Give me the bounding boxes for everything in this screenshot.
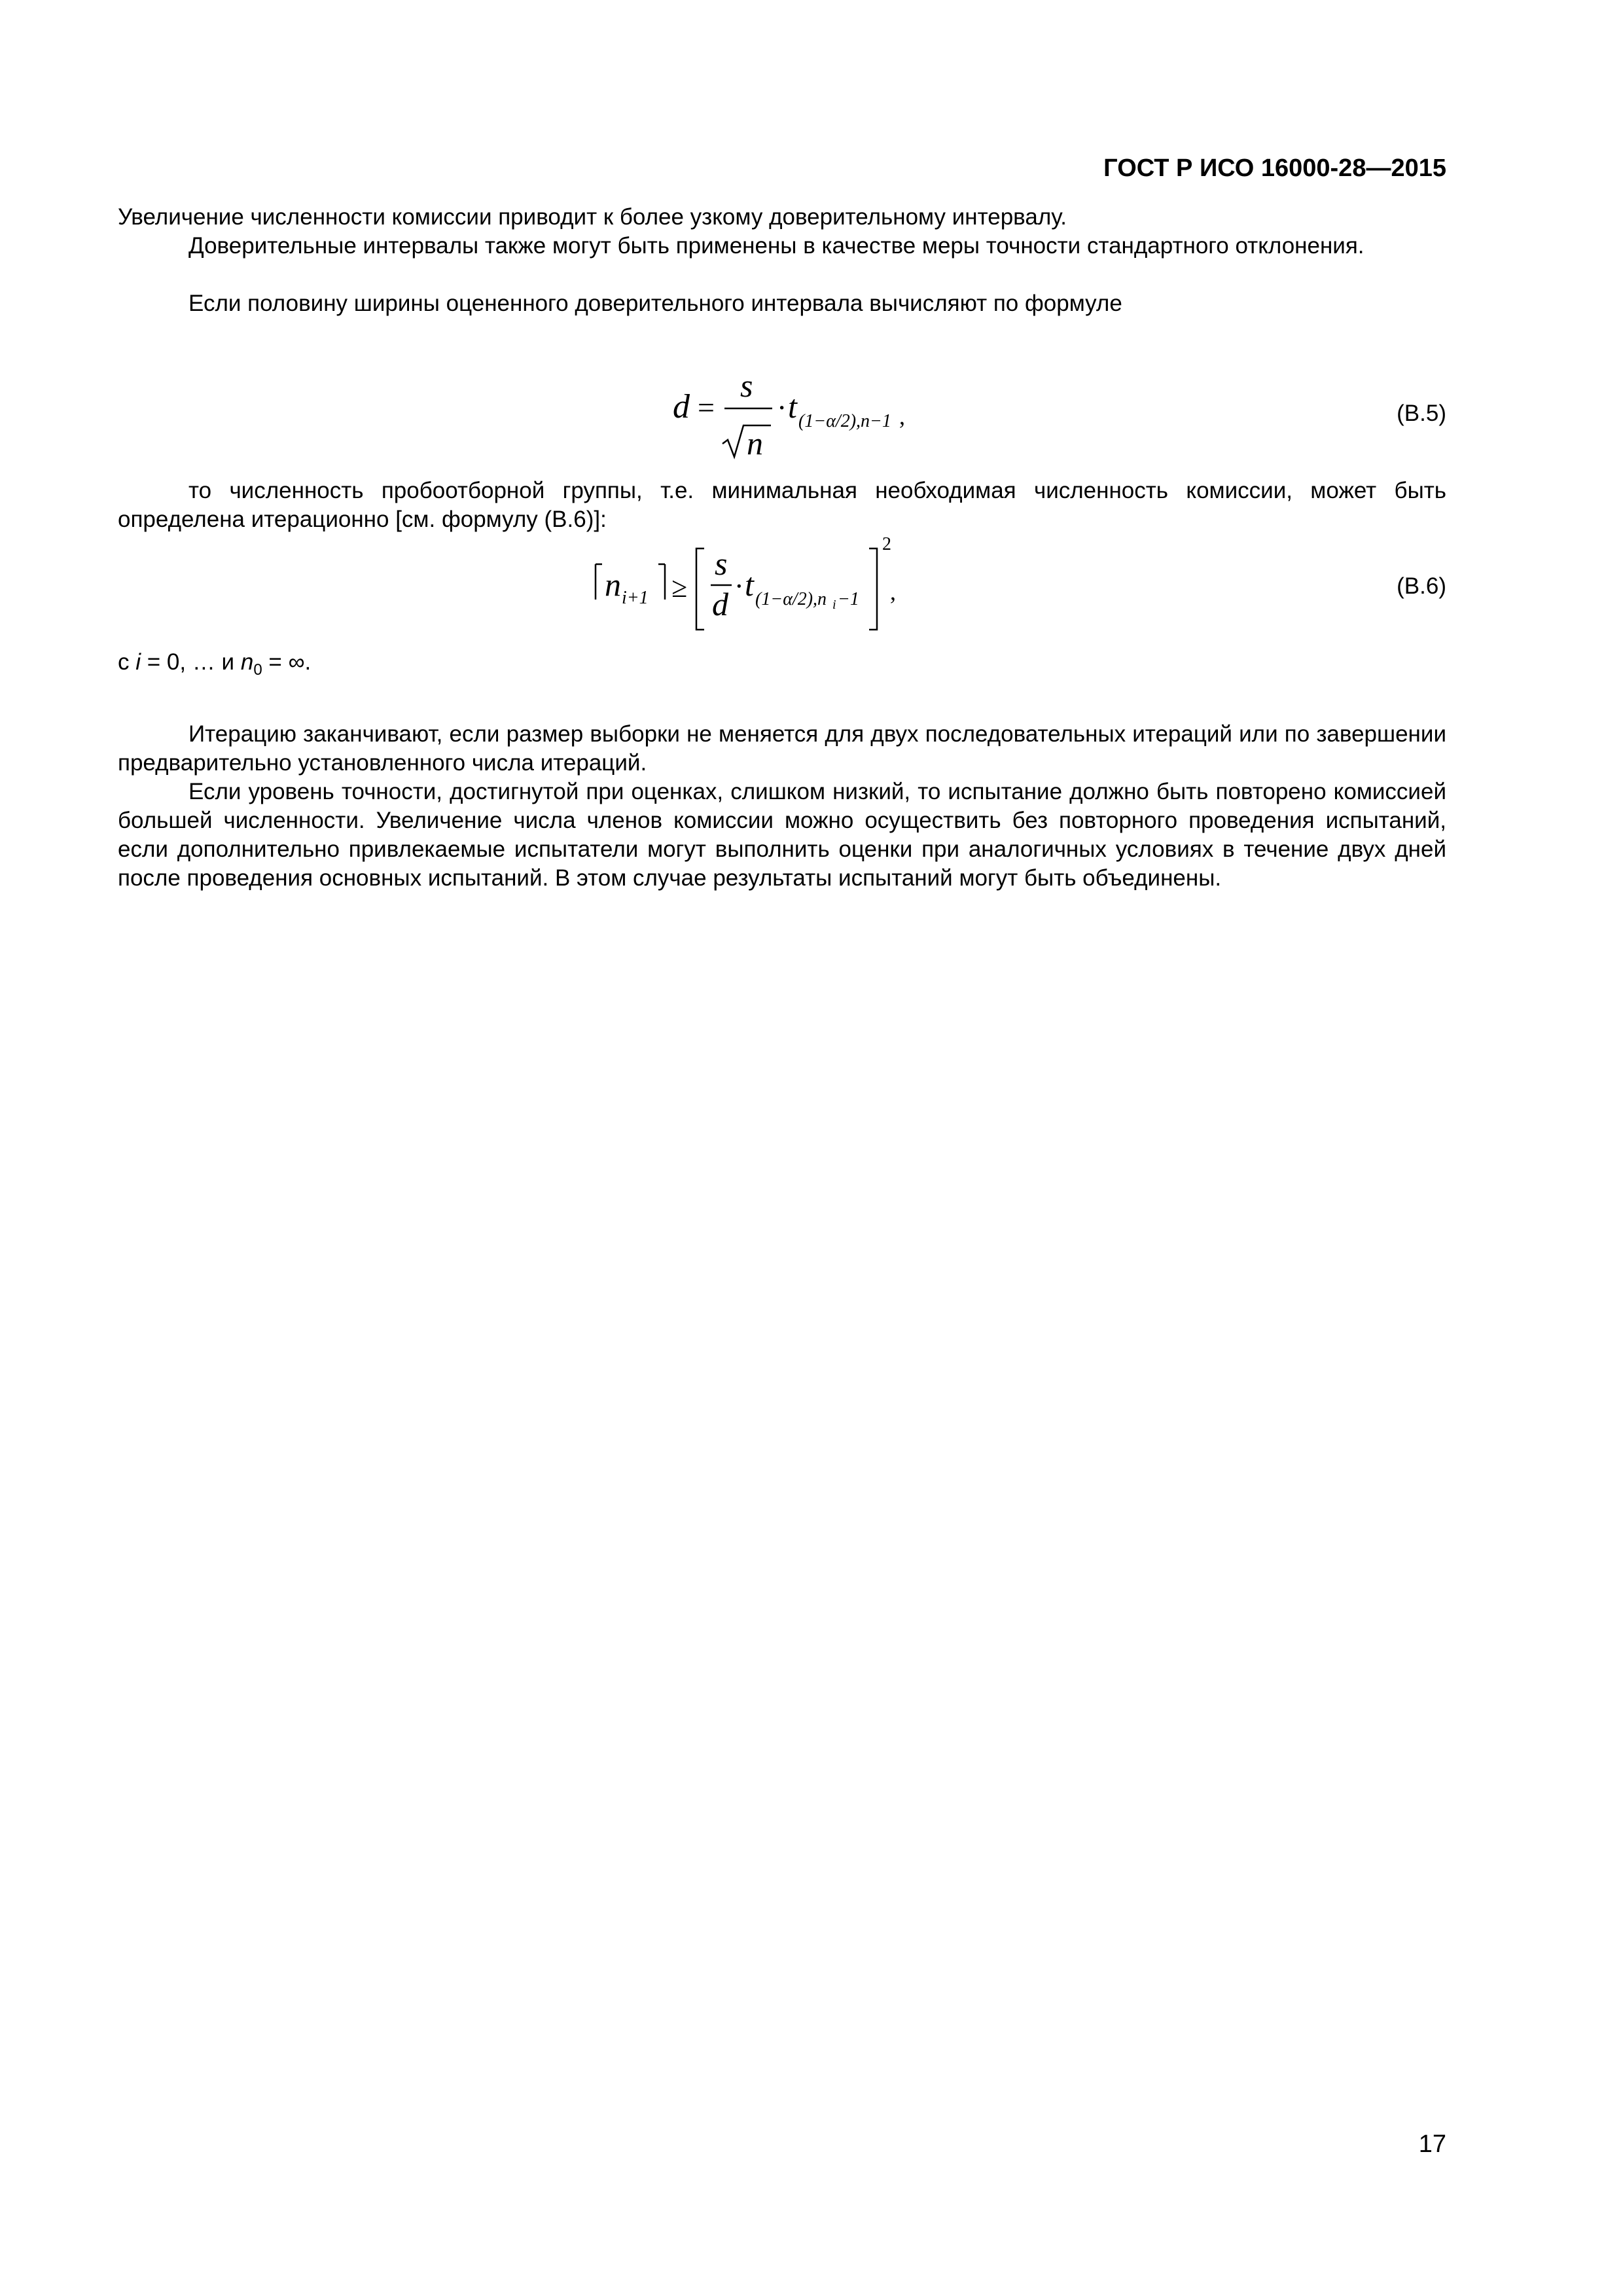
formula-b6-sub-minus-one: −1 xyxy=(838,589,859,609)
paragraph-2: Доверительные интервалы также могут быть применены в качестве меры точности стандартного отклонения. xyxy=(188,233,1364,259)
formula-b5-denominator: n xyxy=(747,425,763,461)
paragraph-7: Если уровень точности, достигнутой при оценках, слишком низкий, то испытание должно быть повторено комиссией большей численности. Увеличение числа членов комиссии можно осуществить без повторного проведения испытаний, если дополнительно привлекаемые испытатели могут выполнить оценки при аналогичных условиях в течение двух дней после проведения основных испытаний. В этом случае результаты испытаний могут быть объединены. xyxy=(118,779,1446,891)
paragraph-1: Увеличение численности комиссии приводит к более узкому доверительному интервалу. xyxy=(118,204,1067,230)
formula-b6-n: n xyxy=(605,566,621,603)
formula-b5-subscript: (1−α/2),n−1 xyxy=(798,411,891,431)
formula-b6-ceil-right xyxy=(658,564,665,600)
formula-b6-bracket-right xyxy=(869,548,877,630)
paragraph-5 xyxy=(118,648,1446,685)
p5-mid: = 0, … и xyxy=(147,649,235,675)
page-number: 17 xyxy=(1418,2130,1446,2158)
formula-b6-t: t xyxy=(745,566,754,603)
formula-b6-subscript: (1−α/2),n xyxy=(755,589,827,609)
formula-b6-bracket-left xyxy=(696,548,704,630)
formula-b6-denominator: d xyxy=(712,586,728,622)
formula-b5-numerator: s xyxy=(740,367,753,404)
formula-b6-exponent: 2 xyxy=(882,537,891,554)
formula-b6-label: (В.6) xyxy=(1397,573,1446,599)
formula-b6-numerator: s xyxy=(715,545,728,582)
formula-b6 xyxy=(586,537,927,641)
p5-prefix: с xyxy=(118,649,130,675)
formula-b5-comma: , xyxy=(899,403,905,429)
paragraph-4: то численность пробоотборной группы, т.е. минимальная необходимая численность комиссии, может быть определена итерационно [см. формулу (В.6)]: xyxy=(118,478,1446,532)
formula-b6-dot: · xyxy=(734,570,744,602)
formula-b5 xyxy=(654,367,942,465)
p5-i: i xyxy=(135,649,141,675)
formula-b5-label: (В.5) xyxy=(1397,401,1446,426)
formula-b6-n-subscript: i+1 xyxy=(622,588,649,608)
formula-b6-ceil-left xyxy=(596,564,602,600)
paragraph-3: Если половину ширины оцененного доверительного интервала вычисляют по формуле xyxy=(188,291,1122,316)
formula-b5-t: t xyxy=(788,388,797,425)
formula-b5-dot: · xyxy=(777,391,787,424)
document-id-header: ГОСТ Р ИСО 16000-28—2015 xyxy=(1103,154,1446,182)
p5-end: = ∞. xyxy=(268,649,312,675)
formula-b5-lhs: d xyxy=(673,388,690,425)
paragraph-6: Итерацию заканчивают, если размер выборки не меняется для двух последовательных итераций или по завершении предварительно установленного числа итераций. xyxy=(118,721,1446,776)
formula-b6-geq: ≥ xyxy=(671,571,688,603)
formula-b5-equals: = xyxy=(698,391,715,424)
p5-sub: 0 xyxy=(253,661,262,679)
formula-b6-comma: , xyxy=(890,579,896,605)
p5-n: n xyxy=(240,649,254,675)
formula-b6-sub-i: i xyxy=(832,598,836,612)
